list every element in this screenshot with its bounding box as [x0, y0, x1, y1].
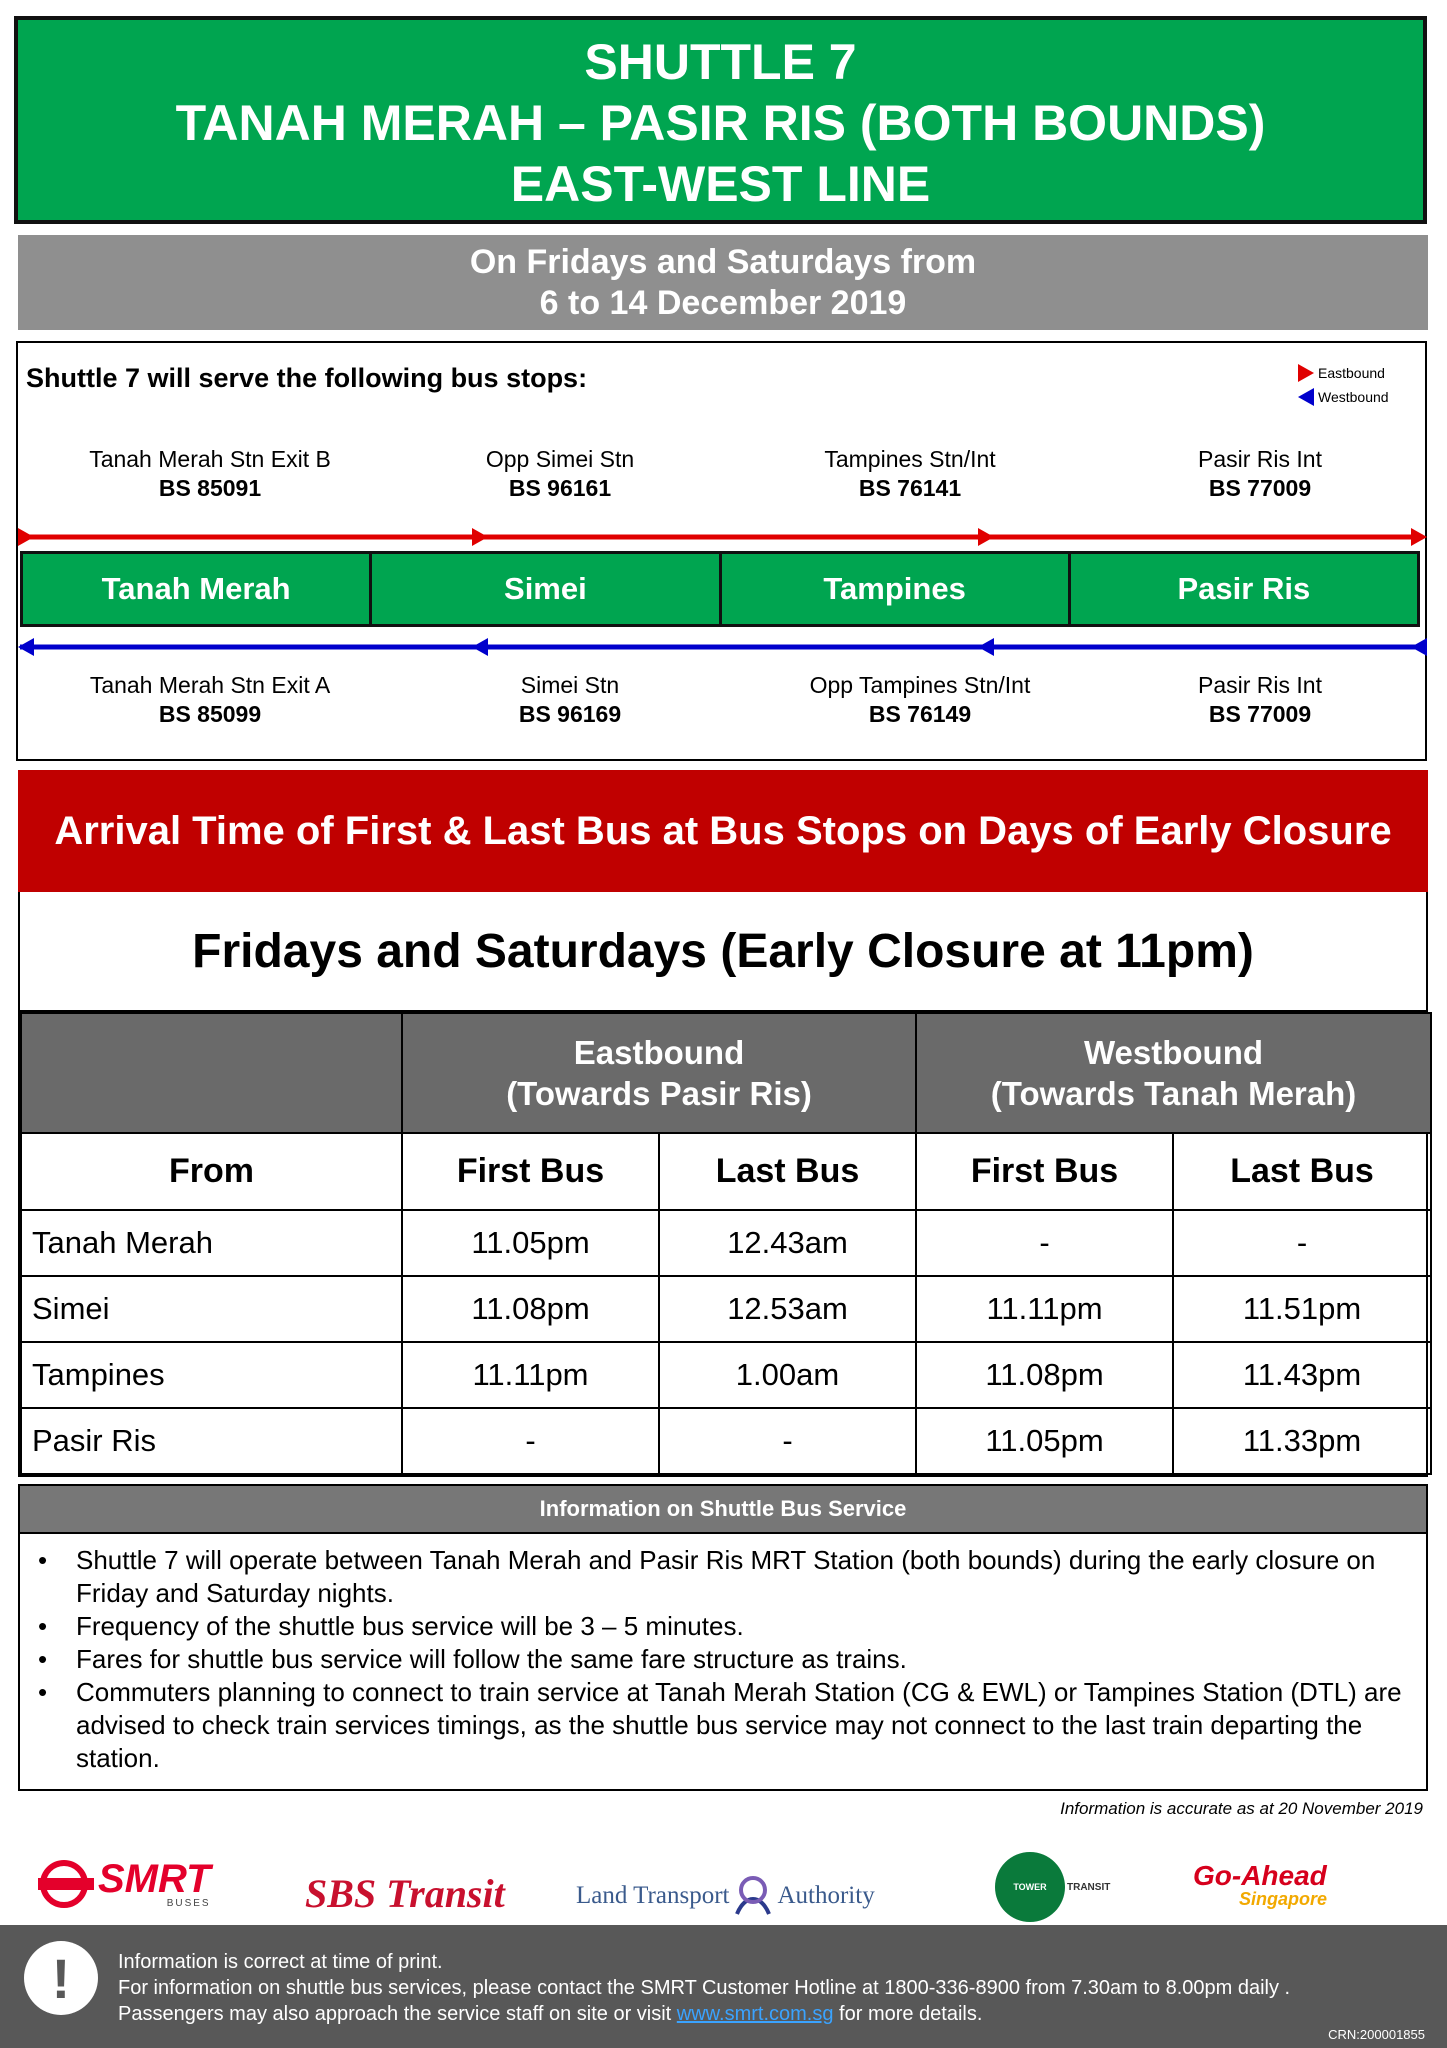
west-last-time: 11.43pm — [1173, 1342, 1431, 1408]
smrt-website-link[interactable]: www.smrt.com.sg — [676, 2003, 834, 2025]
tower-text: TOWER — [1013, 1882, 1047, 1892]
stop-name: Tampines Stn/Int — [824, 446, 996, 472]
info-text: Commuters planning to connect to train service at Tanah Merah Station (CG & EWL) or Tampines Station (DTL) are advised to check train services timings, as the shuttle bus service may not connect to the last train departing the station. — [76, 1677, 1402, 1773]
alert-icon: ! — [24, 1941, 98, 2015]
row-from: Simei — [21, 1276, 402, 1342]
station-pasir-ris: Pasir Ris — [1071, 554, 1417, 624]
station-simei: Simei — [372, 554, 721, 624]
col-west-last: Last Bus — [1173, 1133, 1431, 1210]
list-item — [38, 1643, 1412, 1676]
table-row — [21, 1276, 1431, 1342]
eastbound-header-line1: Eastbound — [573, 1034, 745, 1071]
east-last-time: 12.53am — [659, 1276, 916, 1342]
bullet-icon: • — [38, 1677, 48, 1707]
westbound-arrow-icon — [978, 638, 994, 656]
stop-name: Tanah Merah Stn Exit A — [89, 672, 331, 698]
col-east-first: First Bus — [402, 1133, 659, 1210]
west-first-time: 11.05pm — [916, 1408, 1173, 1474]
stop-name: Pasir Ris Int — [1198, 672, 1322, 698]
footer-line-2: For information on shuttle bus services, please contact the SMRT Customer Hotline at 1800-336-8900 from 7.30am to 8.00pm daily . — [118, 1977, 1291, 1999]
title-line-2: TANAH MERAH – PASIR RIS (BOTH BOUNDS) — [175, 95, 1266, 151]
timetable — [18, 892, 1428, 1477]
eastbound-arrow-icon — [472, 528, 488, 546]
smrt-mark-icon — [38, 1858, 94, 1910]
stops-heading: Shuttle 7 will serve the following bus stops: — [26, 363, 588, 393]
smrt-wordmark: SMRT — [98, 1857, 211, 1901]
footer — [0, 1925, 1447, 2048]
eastbound-stop — [390, 445, 730, 503]
east-first-time: - — [402, 1408, 659, 1474]
west-last-time: 11.33pm — [1173, 1408, 1431, 1474]
eastbound-stop — [40, 445, 380, 503]
lta-text-right: Authority — [777, 1882, 875, 1909]
legend-westbound-label: Westbound — [1318, 389, 1389, 405]
table-row — [21, 1408, 1431, 1474]
date-line-1: On Fridays and Saturdays from — [469, 243, 977, 281]
stop-code: BS 77009 — [1208, 475, 1312, 501]
westbound-arrow-icon — [18, 638, 34, 656]
west-first-time: 11.08pm — [916, 1342, 1173, 1408]
list-item — [38, 1544, 1412, 1610]
east-last-time: - — [659, 1408, 916, 1474]
date-line-2: 6 to 14 December 2019 — [539, 284, 907, 322]
legend-eastbound — [1298, 361, 1389, 385]
westbound-stop — [750, 671, 1090, 729]
stop-code: BS 76149 — [868, 701, 972, 727]
bus-stops-panel — [16, 341, 1427, 761]
timetable-grid — [20, 1012, 1432, 1475]
eastbound-stop — [740, 445, 1080, 503]
crn-code: CRN:200001855 — [1328, 2027, 1425, 2042]
go-ahead-subtext: Singapore — [1239, 1889, 1328, 1909]
bullet-icon: • — [38, 1611, 48, 1641]
east-first-time: 11.08pm — [402, 1276, 659, 1342]
row-from: Pasir Ris — [21, 1408, 402, 1474]
west-last-time: - — [1173, 1210, 1431, 1276]
stop-code: BS 96161 — [508, 475, 612, 501]
info-text: Fares for shuttle bus service will follow the same fare structure as trains. — [76, 1644, 907, 1674]
stop-name: Opp Tampines Stn/Int — [809, 672, 1031, 698]
westbound-header-line1: Westbound — [1084, 1034, 1264, 1071]
title-line-3: EAST-WEST LINE — [510, 156, 931, 212]
title-line-1: SHUTTLE 7 — [584, 34, 857, 90]
eastbound-arrow-icon — [18, 528, 34, 546]
list-item — [38, 1610, 1412, 1643]
tower-circle-icon — [995, 1852, 1065, 1922]
date-banner — [18, 235, 1428, 330]
east-first-time: 11.05pm — [402, 1210, 659, 1276]
bullet-icon: • — [38, 1545, 48, 1575]
info-list — [20, 1534, 1426, 1775]
sbs-wordmark: SBS Transit — [305, 1871, 505, 1916]
westbound-arrow-icon — [1411, 638, 1427, 656]
east-first-time: 11.11pm — [402, 1342, 659, 1408]
col-west-first: First Bus — [916, 1133, 1173, 1210]
table-row — [21, 1342, 1431, 1408]
go-ahead-wordmark: Go-Ahead — [1193, 1860, 1327, 1891]
lta-logo — [576, 1874, 875, 1918]
timetable-subtitle: Fridays and Saturdays (Early Closure at 11pm) — [20, 892, 1426, 1012]
westbound-stop — [1090, 671, 1430, 729]
list-item — [38, 1676, 1412, 1775]
go-ahead-logo — [1193, 1862, 1327, 1908]
legend-eastbound-label: Eastbound — [1318, 365, 1385, 381]
smrt-subtext: BUSES — [166, 1898, 211, 1909]
title-banner — [14, 16, 1427, 224]
eastbound-arrow-icon — [978, 528, 994, 546]
table-row — [21, 1210, 1431, 1276]
stop-code: BS 76141 — [858, 475, 962, 501]
service-info-panel — [18, 1484, 1428, 1791]
west-last-time: 11.51pm — [1173, 1276, 1431, 1342]
station-bar — [20, 551, 1420, 627]
row-from: Tampines — [21, 1342, 402, 1408]
footer-line-1: Information is correct at time of print. — [118, 1951, 443, 1973]
stop-name: Tanah Merah Stn Exit B — [89, 446, 331, 472]
legend-westbound — [1298, 385, 1389, 409]
footer-line-3-pre: Passengers may also approach the service staff on site or visit — [118, 2003, 677, 2025]
westbound-header-line2: (Towards Tanah Merah) — [990, 1075, 1357, 1112]
footer-line-3-post: for more details. — [833, 2003, 983, 2025]
stop-name: Pasir Ris Int — [1198, 446, 1322, 472]
left-arrow-icon — [1298, 388, 1314, 406]
arrival-time-banner: Arrival Time of First & Last Bus at Bus Stops on Days of Early Closure — [18, 770, 1428, 892]
lta-ribbon-icon — [731, 1874, 775, 1918]
transit-text: TRANSIT — [1067, 1881, 1111, 1893]
col-east-last: Last Bus — [659, 1133, 916, 1210]
west-first-time: - — [916, 1210, 1173, 1276]
stop-code: BS 96169 — [518, 701, 622, 727]
lta-text-left: Land Transport — [576, 1882, 730, 1909]
stop-code: BS 85099 — [158, 701, 262, 727]
smrt-logo — [38, 1858, 211, 1910]
station-tanah-merah: Tanah Merah — [23, 554, 372, 624]
westbound-header — [916, 1013, 1431, 1133]
stop-name: Simei Stn — [520, 672, 620, 698]
row-from: Tanah Merah — [21, 1210, 402, 1276]
west-first-time: 11.11pm — [916, 1276, 1173, 1342]
info-heading: Information on Shuttle Bus Service — [20, 1486, 1426, 1534]
bullet-icon: • — [38, 1644, 48, 1674]
eastbound-stop — [1090, 445, 1430, 503]
eastbound-header-line2: (Towards Pasir Ris) — [506, 1075, 812, 1112]
stop-code: BS 77009 — [1208, 701, 1312, 727]
station-tampines: Tampines — [722, 554, 1071, 624]
tower-transit-logo — [995, 1852, 1110, 1922]
stop-code: BS 85091 — [158, 475, 262, 501]
footer-text — [118, 1949, 1290, 2027]
footer-line-3 — [118, 2001, 1290, 2027]
westbound-stop — [40, 671, 380, 729]
info-text: Frequency of the shuttle bus service will be 3 – 5 minutes. — [76, 1611, 744, 1641]
stop-name: Opp Simei Stn — [485, 446, 635, 472]
col-from: From — [21, 1133, 402, 1210]
accuracy-note: Information is accurate as at 20 November 2019 — [1060, 1799, 1423, 1818]
right-arrow-icon — [1298, 364, 1314, 382]
eastbound-arrow-icon — [1411, 528, 1427, 546]
westbound-stop — [400, 671, 740, 729]
east-last-time: 1.00am — [659, 1342, 916, 1408]
direction-legend — [1298, 361, 1389, 409]
east-last-time: 12.43am — [659, 1210, 916, 1276]
sbs-transit-logo — [305, 1870, 505, 1917]
eastbound-header — [402, 1013, 916, 1133]
blank-header-cell — [21, 1013, 402, 1133]
westbound-arrow-icon — [472, 638, 488, 656]
info-text: Shuttle 7 will operate between Tanah Merah and Pasir Ris MRT Station (both bounds) during the early closure on Friday and Saturday nights. — [76, 1545, 1376, 1608]
